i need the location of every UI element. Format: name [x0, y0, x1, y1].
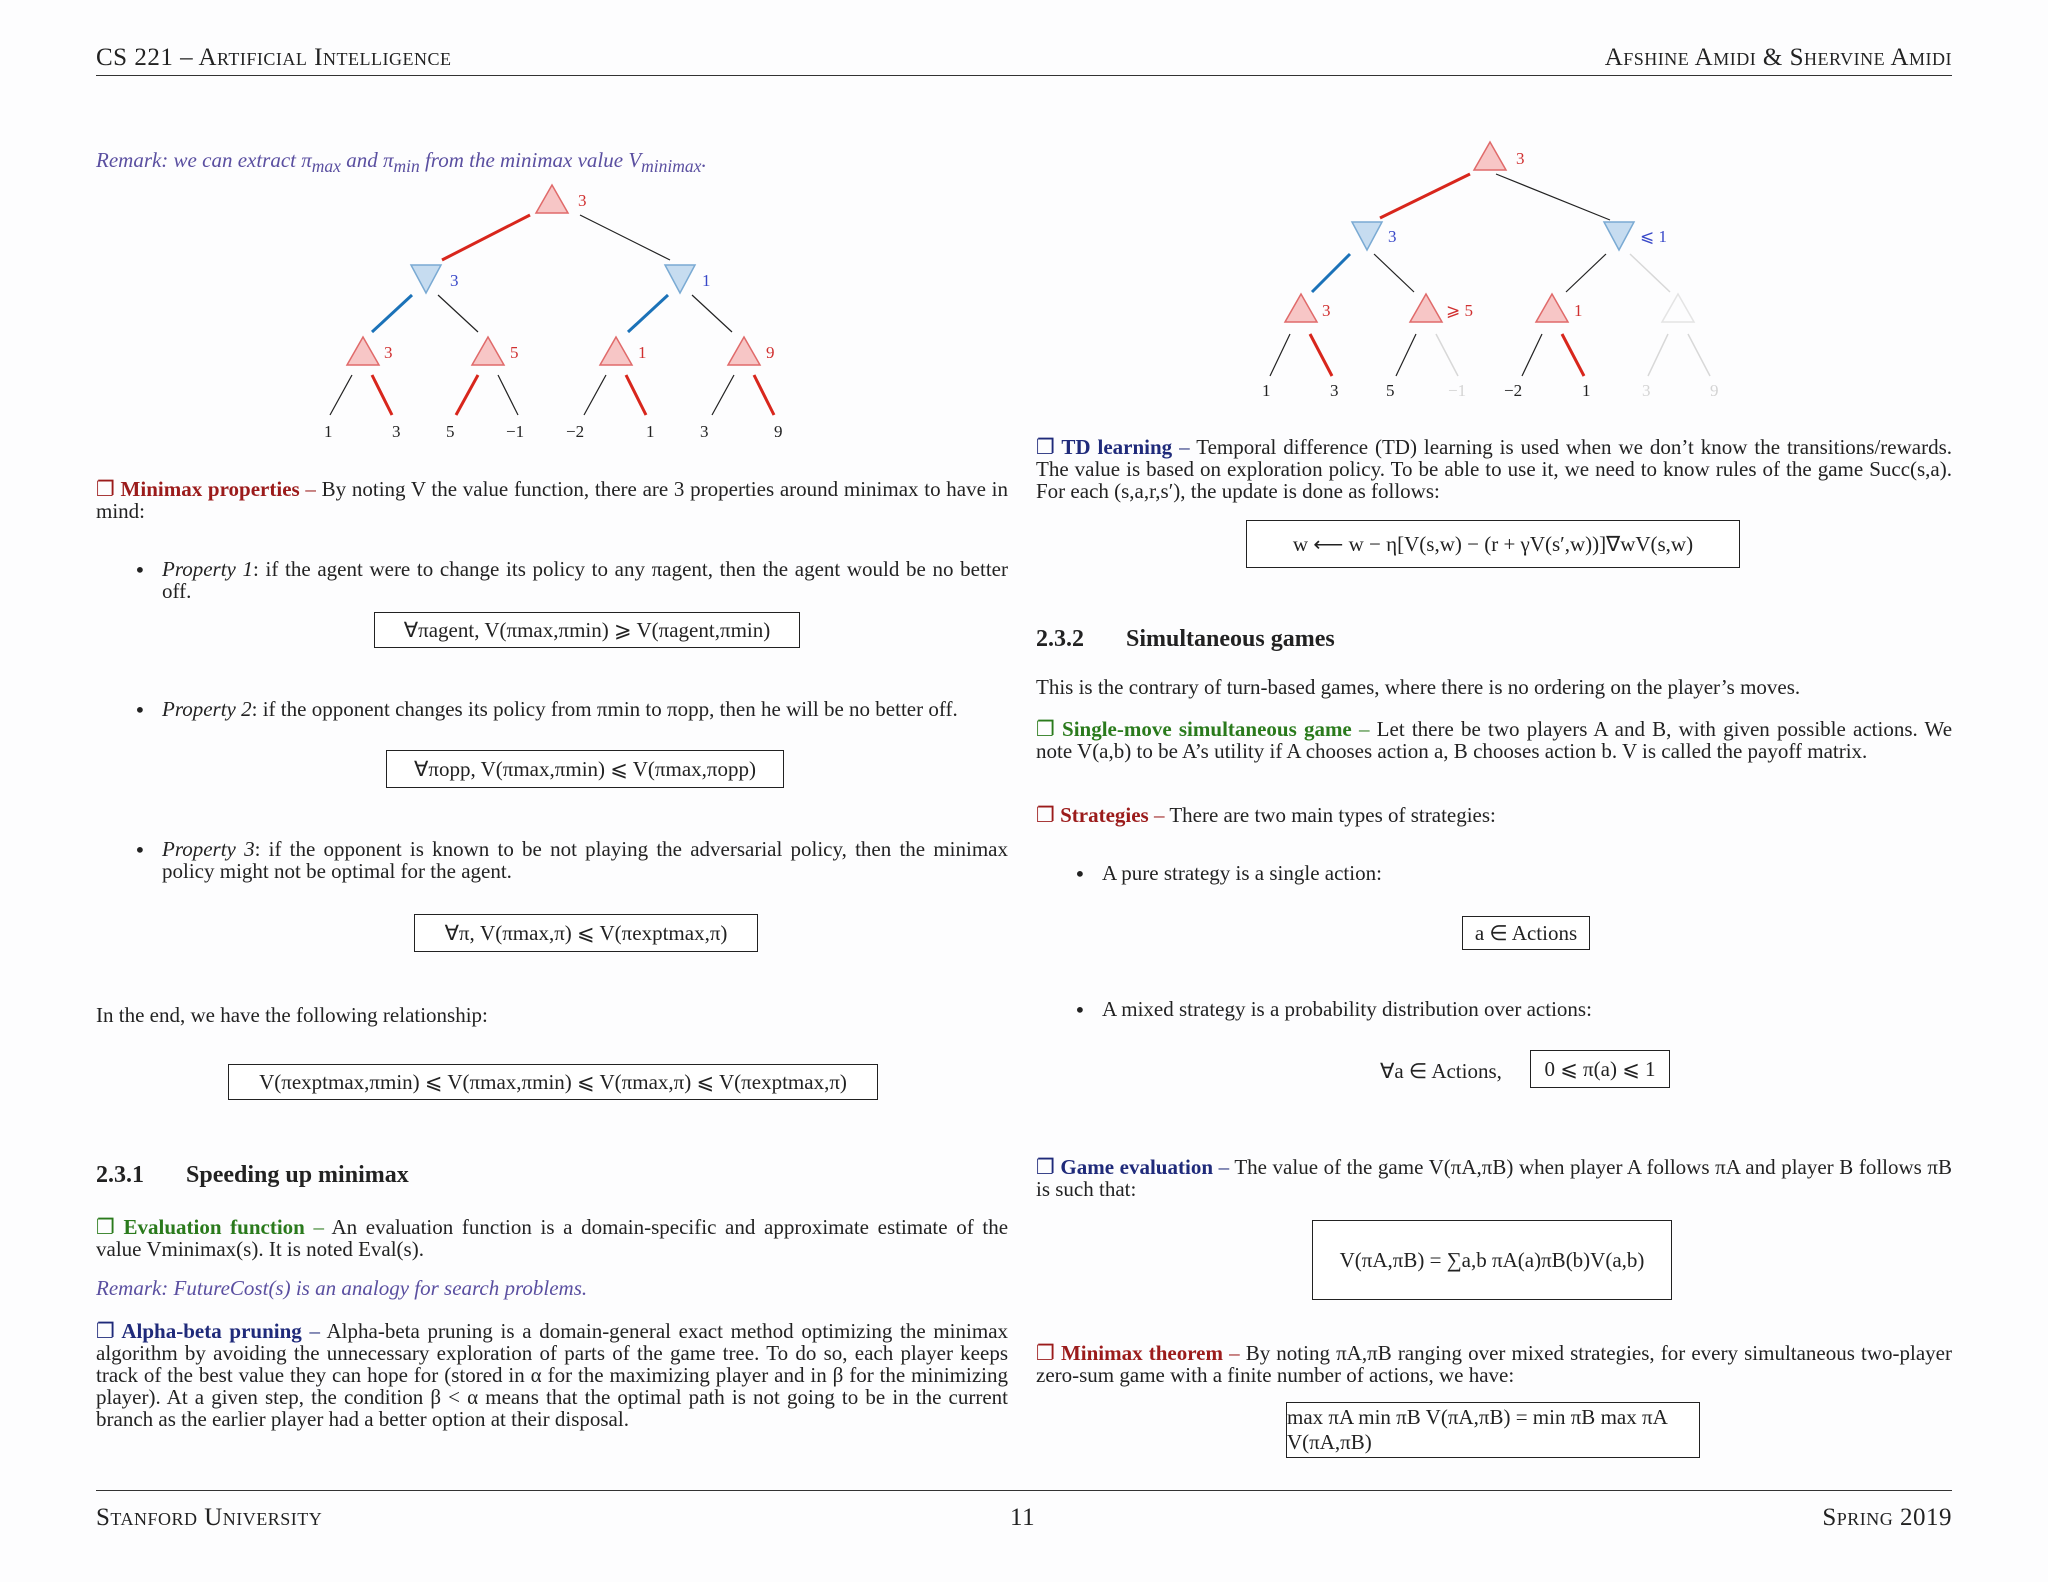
tree2-leaf-value: 5	[1386, 381, 1395, 400]
tree1-leaf-value: −1	[506, 422, 525, 441]
max-node-icon	[472, 337, 504, 365]
tree1-max-value: 9	[766, 343, 775, 362]
tree1-root-value: 3	[578, 191, 587, 210]
property-3-text: Property 3: if the opponent is known to be not playing the adversarial policy, then the minimax policy might not be optimal for the agent.	[162, 837, 1008, 883]
max-node-icon	[347, 337, 379, 365]
footer-rule	[96, 1490, 1952, 1491]
footer-right: Spring 2019	[1822, 1504, 1952, 1531]
min-node-icon	[411, 265, 441, 293]
tree2-max-value: 1	[1574, 301, 1583, 320]
tree1-min-value: 3	[450, 271, 459, 290]
section-heading-2-3-2: 2.3.2 Simultaneous games	[1036, 626, 1335, 652]
header-left: CS 221 – Artificial Intelligence	[96, 44, 452, 71]
tree1-min-value: 1	[702, 271, 711, 290]
remark-future-cost: Remark: FutureCost(s) is an analogy for search problems.	[96, 1276, 588, 1300]
tree1-max-value: 1	[638, 343, 647, 362]
tree2-max-value: 3	[1322, 301, 1331, 320]
tree1-leaf-value: 1	[646, 422, 655, 441]
tree2-root-value: 3	[1516, 149, 1525, 168]
mixed-strategy-text: A mixed strategy is a probability distribution over actions:	[1102, 997, 1592, 1021]
bullet-icon: •	[134, 698, 146, 722]
square-marker-icon: ❐ Game evaluation	[1036, 1155, 1213, 1179]
property-2-text: Property 2: if the opponent changes its policy from πmin to πopp, then he will be no better off.	[162, 697, 958, 721]
tree2-leaf-value: 1	[1262, 381, 1271, 400]
property-1-text: Property 1: if the agent were to change its policy to any πagent, then the agent would be no better off.	[162, 557, 1008, 603]
min-node-icon	[665, 265, 695, 293]
strategies-paragraph: ❐ Strategies – There are two main types of strategies:	[1036, 803, 1496, 827]
pruned-node-icon	[1662, 294, 1694, 322]
property-2-formula: ∀πopp, V(πmax,πmin) ⩽ V(πmax,πopp)	[386, 750, 784, 788]
tree2-min-value: ⩽ 1	[1640, 227, 1667, 246]
relationship-formula: V(πexptmax,πmin) ⩽ V(πmax,πmin) ⩽ V(πmax,π) ⩽ V(πexptmax,π)	[228, 1064, 878, 1100]
tree2-min-value: 3	[1388, 227, 1397, 246]
footer-left: Stanford University	[96, 1504, 323, 1531]
tree2-max-value: ⩾ 5	[1446, 301, 1473, 320]
max-node-icon	[1474, 142, 1506, 170]
min-node-icon	[1604, 222, 1634, 250]
header-right: Afshine Amidi & Shervine Amidi	[1604, 44, 1952, 71]
max-node-icon	[1410, 294, 1442, 322]
simultaneous-intro: This is the contrary of turn-based games, where there is no ordering on the player’s moves.	[1036, 675, 1801, 699]
minimax-tree-diagram	[300, 180, 840, 450]
tree1-max-value: 5	[510, 343, 519, 362]
minimax-properties-paragraph: ❐ Minimax properties – By noting V the value function, there are 3 properties around minimax to have in mind:	[96, 477, 1008, 523]
relationship-text: In the end, we have the following relationship:	[96, 1003, 488, 1027]
alpha-beta-paragraph: ❐ Alpha-beta pruning – Alpha-beta pruning is a domain-general exact method optimizing the minimax algorithm by avoiding the unnecessary exploration of parts of the game tree. To do so, each player keeps track of the best value they can hope for (stored in α for the maximizing player and in β for the minimizing player). At a given step, the condition β < α means that the optimal path is not going to be in the current branch as the earlier player had a better option at their disposal.	[96, 1319, 1009, 1431]
minimax-theorem-formula: max πA min πB V(πA,πB) = min πB max πA V(πA,πB)	[1286, 1402, 1700, 1458]
tree2-leaf-value: 9	[1710, 381, 1719, 400]
mixed-strategy-prefix: ∀a ∈ Actions,	[1380, 1059, 1502, 1083]
td-learning-paragraph: ❐ TD learning – Temporal difference (TD) learning is used when we don’t know the transitions/rewards. The value is based on exploration policy. To be able to use it, we need to know rules of the game Succ(s,a). For each (s,a,r,s′), the update is done as follows:	[1036, 435, 1953, 503]
max-node-icon	[1285, 294, 1317, 322]
square-marker-icon: ❐ Minimax properties	[96, 477, 300, 501]
max-node-icon	[600, 337, 632, 365]
max-node-icon	[728, 337, 760, 365]
tree2-leaf-value: 3	[1642, 381, 1651, 400]
square-marker-icon: ❐ TD learning	[1036, 435, 1173, 459]
header-rule	[96, 75, 1952, 76]
property-1-formula: ∀πagent, V(πmax,πmin) ⩾ V(πagent,πmin)	[374, 612, 800, 648]
tree2-leaf-value: −1	[1448, 381, 1467, 400]
game-evaluation-paragraph: ❐ Game evaluation – The value of the game V(πA,πB) when player A follows πA and player B follows πB is such that:	[1036, 1155, 1953, 1201]
square-marker-icon: ❐ Single-move simultaneous game	[1036, 717, 1352, 741]
td-update-formula: w ⟵ w − η[V(s,w) − (r + γV(s′,w))]∇wV(s,w)	[1246, 520, 1740, 568]
single-move-paragraph: ❐ Single-move simultaneous game – Let there be two players A and B, with given possible actions. We note V(a,b) to be A’s utility if A chooses action a, B chooses action b. V is called the payoff matrix.	[1036, 717, 1953, 763]
min-node-icon	[1352, 222, 1382, 250]
tree1-max-value: 3	[384, 343, 393, 362]
square-marker-icon: ❐ Strategies	[1036, 803, 1149, 827]
tree1-leaf-value: 1	[324, 422, 333, 441]
bullet-icon: •	[134, 838, 146, 862]
square-marker-icon: ❐ Evaluation function	[96, 1215, 305, 1239]
pure-strategy-formula: a ∈ Actions	[1462, 916, 1590, 950]
bullet-icon: •	[134, 558, 146, 582]
tree2-leaf-value: 3	[1330, 381, 1339, 400]
evaluation-function-paragraph: ❐ Evaluation function – An evaluation function is a domain-specific and approximate estimate of the value Vminimax(s). It is noted Eval(s).	[96, 1215, 1009, 1261]
bullet-icon: •	[1074, 998, 1086, 1022]
property-3-formula: ∀π, V(πmax,π) ⩽ V(πexptmax,π)	[414, 914, 758, 952]
max-node-icon	[1536, 294, 1568, 322]
tree2-leaf-value: 1	[1582, 381, 1591, 400]
tree2-leaf-value: −2	[1504, 381, 1523, 400]
square-marker-icon: ❐ Minimax theorem	[1036, 1341, 1223, 1365]
section-heading-2-3-1: 2.3.1 Speeding up minimax	[96, 1162, 409, 1188]
tree1-leaf-value: 3	[700, 422, 709, 441]
page-number: 11	[1010, 1504, 1036, 1531]
tree1-leaf-value: 9	[774, 422, 783, 441]
pure-strategy-text: A pure strategy is a single action:	[1102, 861, 1382, 885]
max-node-icon	[536, 185, 568, 213]
minimax-theorem-paragraph: ❐ Minimax theorem – By noting πA,πB ranging over mixed strategies, for every simultaneous two-player zero-sum game with a finite number of actions, we have:	[1036, 1341, 1952, 1387]
mixed-strategy-formula: 0 ⩽ π(a) ⩽ 1	[1530, 1050, 1670, 1088]
game-evaluation-formula: V(πA,πB) = ∑a,b πA(a)πB(b)V(a,b)	[1312, 1220, 1672, 1300]
tree1-leaf-value: 5	[446, 422, 455, 441]
tree1-leaf-value: 3	[392, 422, 401, 441]
tree1-leaf-value: −2	[566, 422, 585, 441]
alpha-beta-tree-diagram	[1240, 138, 1760, 408]
remark-extract-policies: Remark: we can extract $\pi_{max}$ and $\pi_{min}$ from the minimax value $V_{minimax}$.	[96, 148, 707, 177]
square-marker-icon: ❐ Alpha-beta pruning	[96, 1319, 302, 1343]
bullet-icon: •	[1074, 862, 1086, 886]
